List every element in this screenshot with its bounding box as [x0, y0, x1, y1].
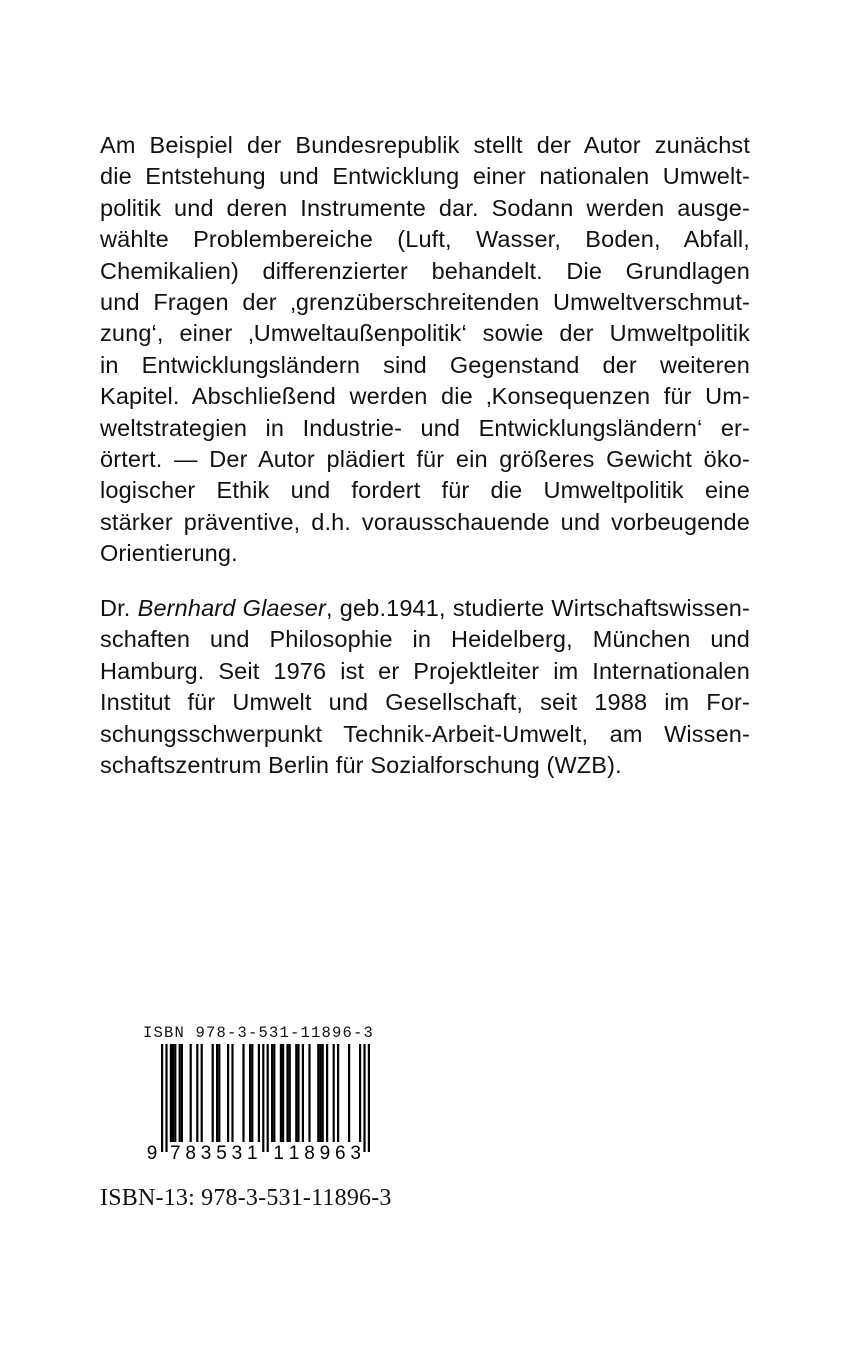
barcode-digit: 5 — [216, 1143, 227, 1164]
barcode-bar — [286, 1044, 288, 1142]
barcode-bar — [181, 1044, 183, 1142]
description-line: die Entstehung und Entwicklung einer nationalen Umwelt- — [100, 163, 750, 190]
barcode-graphic — [143, 1044, 403, 1194]
description-line: Chemikalien) differenzierter behandelt. Die Grundlagen — [100, 257, 750, 284]
description-line: und Fragen der ‚grenzüberschreitenden Umweltverschmut- — [100, 288, 750, 315]
author-bio-first-line — [100, 593, 750, 624]
description-line: örtert. — Der Autor plädiert für ein größeres Gewicht öko- — [100, 445, 750, 472]
barcode-isbn-label: ISBN 978-3-531-11896-3 — [143, 1024, 375, 1042]
barcode-bar — [333, 1044, 335, 1142]
isbn-13-footer: ISBN-13: 978-3-531-11896-3 — [100, 1185, 392, 1211]
barcode-digit: 9 — [319, 1143, 331, 1164]
barcode-bar — [201, 1044, 203, 1142]
barcode-bar — [216, 1044, 218, 1142]
description-line: stärker präventive, d.h. vorausschauende und vorbeugende — [100, 508, 750, 535]
barcode-bar — [295, 1044, 297, 1142]
barcode-bar — [190, 1044, 192, 1142]
barcode-bar — [262, 1044, 264, 1152]
barcode-digit: 8 — [185, 1143, 196, 1164]
author-bio-line: schaften und Philosophie in Heidelberg, München und — [100, 626, 750, 653]
description-line: Kapitel. Abschließend werden die ‚Konsequenzen für Um- — [100, 383, 750, 410]
barcode-bar — [231, 1044, 233, 1142]
barcode-bar — [165, 1044, 167, 1152]
barcode-bar — [322, 1044, 324, 1142]
author-name: Bernhard Glaeser — [137, 595, 326, 621]
description-line: in Entwicklungsländern sind Gegenstand der weiteren — [100, 351, 750, 378]
barcode-bar — [282, 1044, 284, 1142]
description-line: Orientierung. — [100, 540, 238, 567]
barcode-bar — [337, 1044, 339, 1142]
description-line: weltstrategien in Industrie- und Entwicklungsländern‘ er- — [100, 414, 750, 441]
barcode-bar — [242, 1044, 244, 1142]
barcode-digit: 8 — [304, 1143, 315, 1164]
barcode-bar — [179, 1044, 181, 1142]
author-bio-line: Institut für Umwelt und Gesellschaft, seit 1988 im For- — [100, 689, 750, 716]
barcode-bar — [308, 1044, 310, 1142]
barcode-bar — [368, 1044, 370, 1152]
barcode-bar — [170, 1044, 172, 1142]
barcode-bar — [251, 1044, 253, 1142]
author-bio-first-line-rest: , geb.1941, studierte Wirtschaftswissen- — [325, 595, 750, 621]
barcode-bar — [172, 1044, 174, 1142]
author-bio-line: schungsschwerpunkt Technik-Arbeit-Umwelt, am Wissen- — [100, 720, 750, 747]
barcode-bar — [297, 1044, 299, 1142]
author-bio-paragraph — [100, 593, 750, 781]
barcode-digit: 9 — [146, 1143, 158, 1164]
isbn-barcode — [143, 1024, 403, 1174]
barcode-digit: 3 — [231, 1143, 243, 1164]
description-paragraph — [100, 130, 750, 569]
barcode-bar — [326, 1044, 328, 1142]
author-bio-line: schaftszentrum Berlin für Sozialforschung (WZB). — [100, 751, 622, 778]
barcode-bar — [273, 1044, 275, 1142]
barcode-bar — [317, 1044, 319, 1142]
barcode-bar — [280, 1044, 282, 1142]
author-bio-line: Hamburg. Seit 1976 ist er Projektleiter im Internationalen — [100, 657, 750, 684]
barcode-bar — [258, 1044, 260, 1142]
barcode-bar — [363, 1044, 365, 1152]
description-line: logischer Ethik und fordert für die Umweltpolitik eine — [100, 477, 750, 504]
barcode-bar — [196, 1044, 198, 1142]
barcode-bar — [174, 1044, 176, 1142]
barcode-bar — [359, 1044, 361, 1142]
description-line: wählte Problembereiche (Luft, Wasser, Boden, Abfall, — [100, 226, 750, 253]
barcode-digit: 1 — [247, 1143, 258, 1164]
description-line: politik und deren Instrumente dar. Sodann werden ausge- — [100, 194, 750, 221]
barcode-bar — [218, 1044, 220, 1142]
barcode-bar — [289, 1044, 291, 1142]
barcode-digit: 7 — [170, 1143, 181, 1164]
barcode-digit: 6 — [335, 1143, 346, 1164]
barcode-digit: 1 — [288, 1143, 300, 1164]
author-title: Dr. — [100, 595, 138, 621]
barcode-bar — [319, 1044, 321, 1142]
barcode-digit: 3 — [200, 1143, 212, 1164]
barcode-bar — [212, 1044, 214, 1142]
description-line: Am Beispiel der Bundesrepublik stellt der Autor zunächst — [100, 132, 750, 158]
barcode-bar — [348, 1044, 350, 1142]
barcode-bar — [302, 1044, 304, 1142]
barcode-bar — [271, 1044, 273, 1142]
barcode-bar — [227, 1044, 229, 1142]
barcode-digit: 1 — [273, 1143, 284, 1164]
description-line: zung‘, einer ‚Umweltaußenpolitik‘ sowie der Umweltpolitik — [100, 320, 750, 347]
barcode-digit: 3 — [350, 1143, 361, 1164]
barcode-bar — [161, 1044, 163, 1152]
barcode-bar — [249, 1044, 251, 1142]
barcode-bar — [267, 1044, 269, 1152]
